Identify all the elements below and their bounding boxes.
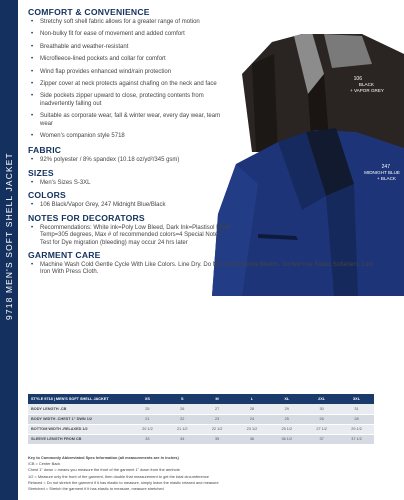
table-header-cell: 3XL [339, 394, 374, 404]
blue-line2: + BLACK [376, 176, 396, 181]
bullet-icon: • [31, 31, 34, 38]
table-cell: 28 [235, 404, 270, 414]
table-header-cell: M [200, 394, 235, 404]
table-cell: 20 1/2 [130, 424, 165, 434]
list-item: • 106 Black/Vapor Grey, 247 Midnight Blue/Black [31, 202, 166, 209]
table-cell: 29 1/2 [339, 424, 374, 434]
table-row [28, 434, 374, 444]
table-header-cell: STYLE 9718 | MEN'S SOFT SHELL JACKET [28, 394, 130, 404]
sizes-list [31, 180, 404, 187]
table-cell: BODY LENGTH -CB [28, 404, 130, 414]
size-chart-table [28, 394, 374, 445]
table-cell: 24 [235, 414, 270, 424]
bullet-icon: • [31, 224, 34, 231]
list-item: • Women's companion style 5718 [31, 133, 125, 140]
list-item: • Microfleece-lined pockets and collar for comfort [31, 56, 166, 63]
key-line: Relaxed = Do not stretch the garment if it has elastic to measure, simply leave the elastic relaxed and measure [28, 479, 219, 485]
table-cell: 22 [165, 414, 200, 424]
table-cell: 33 [130, 434, 165, 444]
table-cell: 27 [200, 404, 235, 414]
black-code: 106 [353, 76, 362, 82]
bullet-icon: • [31, 133, 34, 140]
blue-line1: MIDNIGHT BLUE [364, 170, 400, 175]
bullet-icon: • [31, 56, 34, 63]
bullet-icon: • [31, 157, 34, 164]
table-row [28, 414, 374, 424]
list-item: • Machine Wash Cold Gentle Cycle With Like Colors. Line Dry. Do Not Use Chlorine Bleach. Do Not Use Fabric Softeners. Low Iron With Press Cloth. [31, 261, 373, 276]
table-cell: SLEEVE LENGTH FROM CB [28, 434, 130, 444]
bullet-icon: • [31, 19, 34, 25]
table-cell: BOTTOM WIDTH -RELAXED 1/2 [28, 424, 130, 434]
bullet-icon: • [31, 68, 34, 75]
bullet-icon: • [31, 93, 34, 100]
table-cell: 36 [235, 434, 270, 444]
list-item: • 92% polyester / 8% spandex (10.18 oz/yd²/345 gsm) [31, 157, 180, 164]
fabric-list [31, 157, 404, 164]
bullet-icon: • [31, 179, 34, 186]
list-item: • Men's Sizes S-3XL [31, 179, 91, 186]
spec-content [28, 4, 404, 279]
key-line: Stretched = Stretch the garment if it has elastic to measure, measure stretched [28, 486, 164, 492]
key-line: /CB = Center Back [28, 461, 61, 467]
list-item: • Breathable and weather-resistant [31, 43, 129, 50]
care-list [31, 262, 404, 277]
table-header-row [28, 394, 374, 404]
table-cell: 35 [200, 434, 235, 444]
table-row [28, 404, 374, 414]
bullet-icon: • [31, 261, 34, 268]
list-item: • Suitable as corporate wear, fall & winter wear, every day wear, team wear [31, 113, 221, 127]
table-cell: 37 1/2 [339, 434, 374, 444]
table-cell: BODY WIDTH -CHEST 1" DWN 1/2 [28, 414, 130, 424]
table-cell: 26 [165, 404, 200, 414]
key-title: Key to Commonly Abbreviated Spec Information (all measurements are in inches) [28, 455, 179, 460]
list-item: • Recommendations: White ink=Poly Low Bleed, Dark Ink=Plastisol Dryer Temp=305 degrees, Max # of recommended colors=4 Special Notes: Test for Dye migration (bleeding) may occur 24 hrs later [31, 224, 231, 246]
black-line1: BLACK [358, 82, 374, 87]
key-line: 1/2 = Measure only the front of the garment, then double that measurement to get the total circumference [28, 473, 209, 479]
sizes-heading: SIZES [28, 167, 54, 178]
table-cell: 27 1/2 [304, 424, 339, 434]
table-cell: 36 1/2 [269, 434, 304, 444]
table-header-cell: S [165, 394, 200, 404]
decorators-heading: NOTES FOR DECORATORS [28, 212, 145, 223]
fabric-heading: FABRIC [28, 145, 62, 156]
colors-list [31, 202, 404, 209]
table-cell: 25 1/2 [269, 424, 304, 434]
decorators-list [31, 225, 404, 247]
table-header-cell: XL [269, 394, 304, 404]
table-cell: 34 [165, 434, 200, 444]
table-cell: 22 1/2 [200, 424, 235, 434]
abbreviation-key [28, 455, 378, 492]
table-row [28, 424, 374, 434]
sidebar-band [0, 0, 18, 500]
colors-heading: COLORS [28, 190, 66, 201]
list-item: • Non-bulky fit for ease of movement and added comfort [31, 31, 185, 38]
table-cell: 21 1/2 [165, 424, 200, 434]
list-item: • Wind flap provides enhanced wind/rain protection [31, 68, 172, 75]
table-header-cell: L [235, 394, 270, 404]
vertical-title: 9718 MEN'S SOFT SHELL JACKET [4, 152, 14, 320]
blue-code: 247 [381, 164, 390, 170]
key-line: Chest 1" down = means you measure the front of the garment 1" down from the armhole [28, 467, 180, 473]
table-cell: 23 1/2 [235, 424, 270, 434]
comfort-heading: COMFORT & CONVENIENCE [28, 7, 150, 17]
care-heading: GARMENT CARE [28, 249, 101, 260]
table-cell: 30 [304, 404, 339, 414]
table-header-cell: 2XL [304, 394, 339, 404]
table-cell: 25 [130, 404, 165, 414]
table-cell: 21 [130, 414, 165, 424]
black-line2: + VAPOR GREY [350, 88, 384, 93]
table-cell: 28 [339, 414, 374, 424]
comfort-list [31, 19, 404, 140]
table-cell: 25 [269, 414, 304, 424]
table-cell: 29 [269, 404, 304, 414]
bullet-icon: • [31, 43, 34, 50]
bullet-icon: • [31, 202, 34, 209]
bullet-icon: • [31, 81, 34, 88]
bullet-icon: • [31, 113, 34, 120]
table-cell: 26 [304, 414, 339, 424]
list-item: • Stretchy soft shell fabric allows for a greater range of motion [31, 19, 200, 25]
list-item: • Side pockets zipper upward to close, protecting contents from inadvertently falling out [31, 93, 204, 107]
table-cell: 31 [339, 404, 374, 414]
table-cell: 37 [304, 434, 339, 444]
table-cell: 23 [200, 414, 235, 424]
table-header-cell: XS [130, 394, 165, 404]
list-item: • Zipper cover at neck protects against chafing on the neck and face [31, 81, 217, 88]
